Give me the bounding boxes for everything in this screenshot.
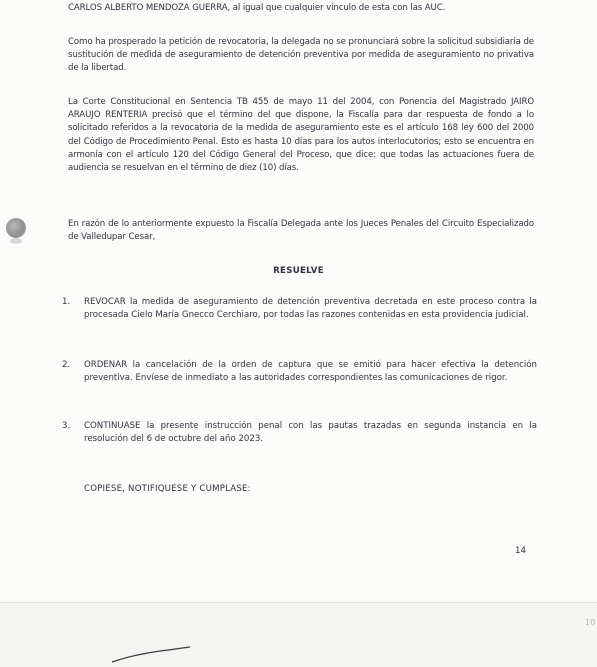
signature-stroke-icon xyxy=(110,638,200,666)
paragraph-1: Como ha prosperado la petición de revocatoria, la delegada no se pronunciará sobre la solicitud subsidiaria de sustitución de medida de aseguramiento de detención preventiva por medida de aseguramiento no privativa de la libertad. xyxy=(68,37,534,74)
item-text: ORDENAR la cancelación de la orden de captura que se emitió para hacer efectiva la detención preventiva. Envíese de inmediato a las autoridades correspondientes las comunicaciones de rigor. xyxy=(84,360,537,384)
item-number: 1. xyxy=(62,297,71,307)
item-text: REVOCAR la medida de aseguramiento de detención preventiva decretada en este proceso contra la procesada Cielo María Gnecco Cerchiaro, por todas las razones contenidas en esta providencia judicial. xyxy=(84,297,537,321)
paragraph-2: La Corte Constitucional en Sentencia TB 455 de mayo 11 del 2004, con Ponencia del Magistrado JAIRO ARAUJO RENTERIA precisó que el término del que dispone, la Fiscalía para dar respuesta de fondo a lo solicitado referidos a la revocatoria de la medida de aseguramiento este es el artículo 168 ley 600 del 2000 del Código de Procedimiento Penal. Esto es hasta 10 días para los autos interlocutorios; esto se encuentra en armonía con el artículo 120 del Código General del Proceso, que dice: que todas las actuaciones fuera de audiencia se resuelvan en el término de diez (10) días. xyxy=(68,97,534,174)
resuelve-heading: RESUELVE xyxy=(273,266,324,276)
punch-hole-shadow xyxy=(10,238,22,244)
next-page-number: 10 xyxy=(585,618,596,627)
resolution-item-1 xyxy=(62,296,537,322)
resolution-item-2 xyxy=(62,359,537,385)
next-page-edge xyxy=(0,602,597,667)
punch-hole-icon xyxy=(6,218,26,238)
paragraph-3: En razón de lo anteriormente expuesto la Fiscalía Delegada ante los Jueces Penales del Circuito Especializado de Valledupar Cesar, xyxy=(68,219,534,243)
page-number: 14 xyxy=(515,546,526,556)
item-number: 2. xyxy=(62,360,71,370)
item-text: CONTINUASE la presente instrucción penal con las pautas trazadas en segunda instancia en la resolución del 6 de octubre del año 2023. xyxy=(84,421,537,445)
item-number: 3. xyxy=(62,421,71,431)
closing-formula: COPIESE, NOTIFIQUESE Y CUMPLASE: xyxy=(84,484,251,494)
resolution-item-3 xyxy=(62,420,537,446)
top-line-text: CARLOS ALBERTO MENDOZA GUERRA, al igual que cualquier vínculo de esta con las AUC. xyxy=(68,3,446,13)
